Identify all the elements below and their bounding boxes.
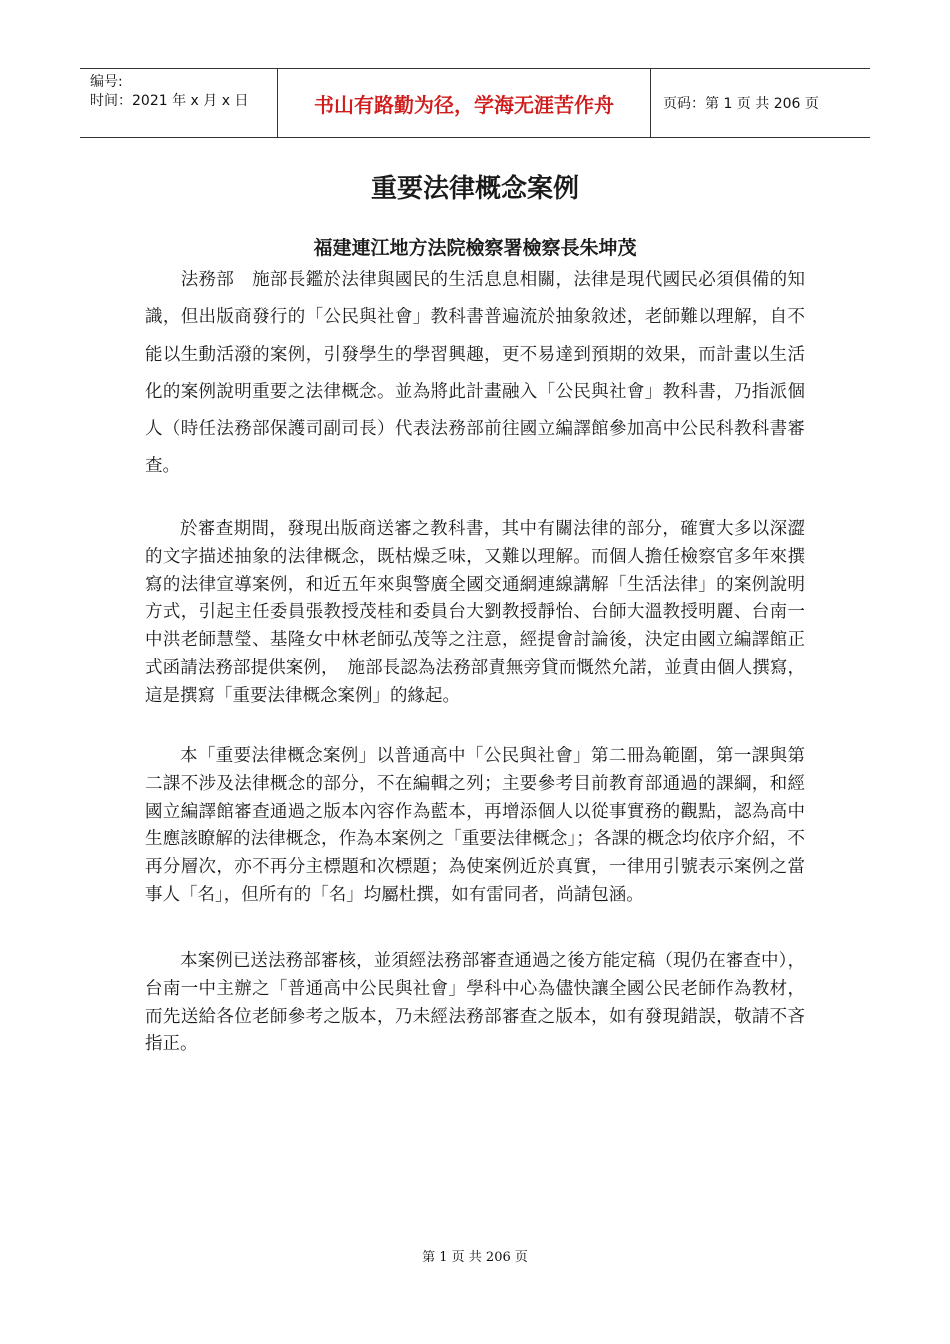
intro-paragraph: 法務部 施部長鑑於法律與國民的生活息息相關，法律是現代國民必須俱備的知識，但出版商發行的「公民與社會」教科書普遍流於抽象敘述，老師難以理解，自不能以生動活潑的案例，引發學生的學習興趣，更不易達到預期的效果，而計畫以生活化的案例說明重要之法律概念。並為將此計畫融入「公民與社會」教科書，乃指派個人（時任法務部保護司副司長）代表法務部前往國立編譯館參加高中公民科教科書審查。 [145, 270, 805, 477]
header-meta-cell [80, 69, 278, 137]
header-motto: 书山有路勤为径，学海无涯苦作舟 [278, 69, 651, 137]
document-subtitle: 福建連江地方法院檢察署檢察長朱坤茂 [313, 237, 637, 259]
body-paragraph: 本案例已送法務部審核，並須經法務部審查通過之後方能定稿（現仍在審查中），台南一中主辦之「普通高中公民與社會」學科中心為儘快讓全國公民老師作為教材，而先送給各位老師參考之版本，乃未經法務部審查之版本，如有發現錯誤，敬請不吝指正。 [145, 951, 805, 1055]
body-paragraph: 於審查期間，發現出版商送審之教科書，其中有關法律的部分，確實大多以深澀的文字描述抽象的法律概念，既枯燥乏味，又難以理解。而個人擔任檢察官多年來撰寫的法律宣導案例，和近五年來與警廣全國交通網連線講解「生活法律」的案例說明方式，引起主任委員張教授茂桂和委員台大劉教授靜怡、台師大溫教授明麗、台南一中洪老師慧瑩、基隆女中林老師弘茂等之注意，經提會討論後，決定由國立編譯館正式函請法務部提供案例， 施部長認為法務部責無旁貸而慨然允諾，並責由個人撰寫，這是撰寫「重要法律概念案例」的緣起。 [145, 519, 805, 706]
page-footer: 第 1 页 共 206 页 [422, 1250, 528, 1265]
header-page-info: 页码：第 1 页 共 206 页 [663, 96, 819, 112]
serial-label: 编号: [90, 74, 123, 90]
document-header [80, 68, 870, 138]
document-title: 重要法律概念案例 [370, 174, 579, 204]
date-line: 时间：2021 年 x 月 x 日 [90, 93, 249, 109]
body-paragraph: 本「重要法律概念案例」以普通高中「公民與社會」第二冊為範圍，第一課與第二課不涉及法律概念的部分，不在編輯之列；主要參考目前教育部通過的課綱，和經國立編譯館審查通過之版本內容作為藍本，再增添個人以從事實務的觀點，認為高中生應該瞭解的法律概念，作為本案例之「重要法律概念」；各課的概念均依序介紹，不再分層次，亦不再分主標題和次標題；為使案例近於真實，一律用引號表示案例之當事人「名」，但所有的「名」均屬杜撰，如有雷同者，尚請包涵。 [145, 746, 805, 905]
